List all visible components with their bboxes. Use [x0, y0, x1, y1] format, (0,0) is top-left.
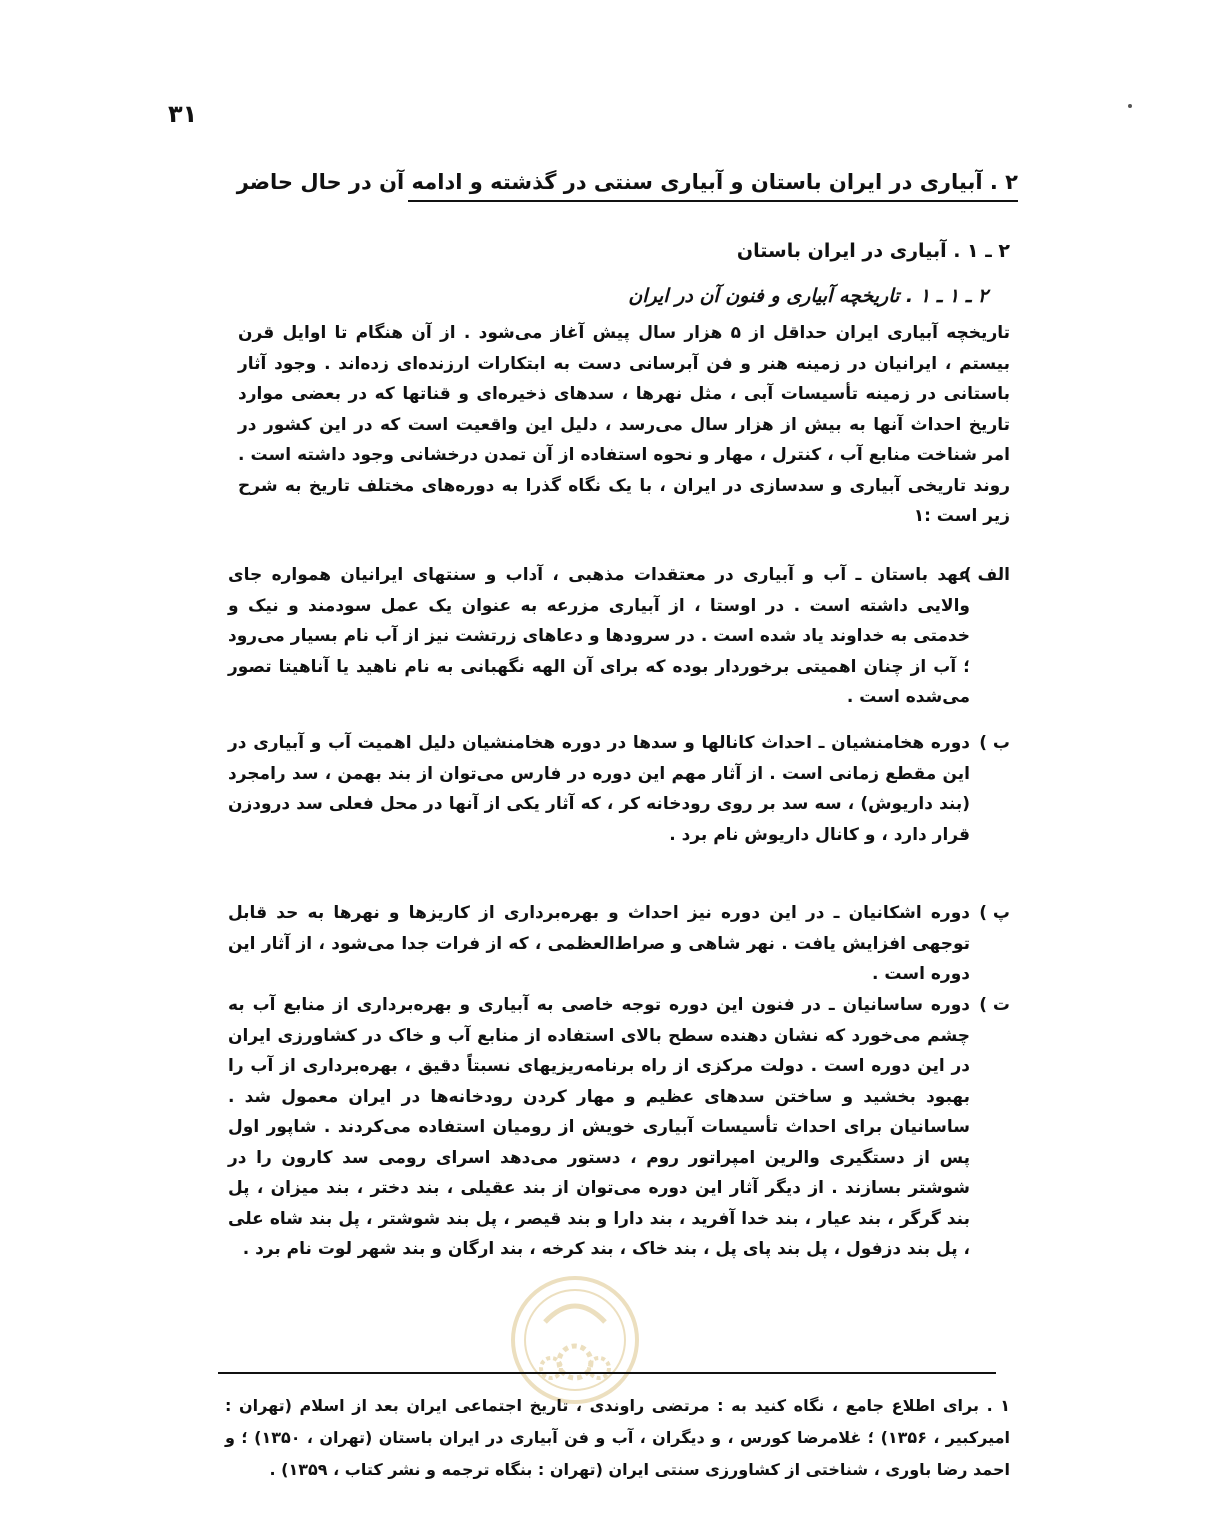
- list-item-be: [228, 728, 1010, 850]
- scan-speck: [1128, 104, 1132, 108]
- list-item-text: دوره اشکانیان ـ در این دوره نیز احداث و بهره‌برداری از کاریزها و نهرها به حد قابل توجهی افزایش یافت . نهر شاهی و صراط‌العظمی ، که از فرات جدا می‌شود ، از آثار این دوره است .: [228, 903, 970, 984]
- list-item-pe: [228, 898, 1010, 990]
- subsection-heading: ۲ ـ ۱ . آبیاری در ایران باستان: [736, 240, 1010, 262]
- footnote: ۱ . برای اطلاع جامع ، نگاه کنید به : مرتضی راوندی ، تاریخ اجتماعی ایران بعد از اسلام (تهران : امیرکبیر ، ۱۳۵۶) ؛ غلامرضا کورس ، و دیگران ، آب و فن آبیاری در ایران باستان (تهران ، ۱۳۵۰) ؛ و احمد رضا باوری ، شناختی از کشاورزی سنتی ایران (تهران : بنگاه ترجمه و نشر کتاب ، ۱۳۵۹) .: [225, 1396, 1011, 1479]
- list-item-te: [228, 990, 1010, 1265]
- list-item-text: عهد باستان ـ آب و آبیاری در معتقدات مذهبی ، آداب و سنتهای ایرانیان همواره جای والایی داشته است . در اوستا ، از آبیاری مزرعه به عنوان یک عمل سودمند و نیک و خدمتی به خداوند یاد شده است . در سرودها و دعاهای زرتشت نیز از آب نام بسیار می‌رود ؛ آب از چنان اهمیتی برخوردار بوده که برای آن الهه نگهبانی به نام ناهید یا آناهیتا تصور می‌شده است .: [228, 565, 970, 707]
- intro-paragraph: تاریخچه آبیاری ایران حداقل از ۵ هزار سال پیش آغاز می‌شود . از آن هنگام تا اوایل قرن بیستم ، ایرانیان در زمینه هنر و فن آبرسانی دست به ابتکارات ارزنده‌ای زده‌اند . وجود آثار باستانی در زمینه تأسیسات آبی ، مثل نهرها ، سدهای ذخیره‌ای و قناتها که در بعضی موارد تاریخ احداث آنها به بیش از هزار سال می‌رسد ، دلیل این واقعیت است که در این کشور در امر شناخت منابع آب ، کنترل ، مهار و نحوه استفاده از آن تمدن درخشانی وجود داشته است . روند تاریخی آبیاری و سدسازی در ایران ، با یک نگاه گذرا به دوره‌های مختلف تاریخ به شرح زیر است :۱: [238, 323, 1010, 526]
- footnote-divider: [218, 1372, 996, 1374]
- watermark-seal-icon: [505, 1270, 645, 1410]
- list-item-text: دوره ساسانیان ـ در فنون این دوره توجه خاصی به آبیاری و بهره‌برداری از منابع آب به چشم می‌خورد که نشان دهنده سطح بالای استفاده از منابع آب و خاک در کشاورزی ایران در این دوره است . دولت مرکزی از راه برنامه‌ریزیهای نسبتاً دقیق ، بهره‌برداری از آب را بهبود بخشید و ساختن سدهای عظیم و مهار کردن رودخانه‌ها در ایران معمول شد . ساسانیان برای احداث تأسیسات آبیاری خویش از رومیان استفاده می‌کردند . شاپور اول پس از دستگیری والرین امپراتور روم ، دستور می‌دهد اسرای رومی سد کارون را در شوشتر بسازند . از دیگر آثار این دوره می‌توان از بند عقیلی ، بند دختر ، بند میزان ، پل بند گرگر ، بند عیار ، بند خدا آفرید ، بند دارا و بند قیصر ، پل بند شوشتر ، پل بند شاه علی ، پل بند دزفول ، پل بند پای پل ، بند خاک ، بند کرخه ، بند ارگان و بند شهر لوت نام برد .: [228, 995, 970, 1259]
- list-item-marker: ت ): [979, 995, 1010, 1015]
- subsubsection-heading: ۲ ـ ۱ ـ ۱ . تاریخچه آبیاری و فنون آن در ایران: [628, 285, 988, 307]
- list-item-text: دوره هخامنشیان ـ احداث کانالها و سدها در دوره هخامنشیان دلیل اهمیت آب و آبیاری در این مقطع زمانی است . از آثار مهم این دوره در فارس می‌توان از بند بهمن ، سد رامجرد (بند داریوش) ، سه سد بر روی رودخانه کر ، که آثار یکی از آنها در محل فعلی سد درودزن قرار دارد ، و کانال داریوش نام برد .: [228, 733, 970, 845]
- list-item-marker: ب ): [979, 733, 1010, 753]
- section-heading: ۲ . آبیاری در ایران باستان و آبیاری سنتی در گذشته و ادامه آن در حال حاضر: [408, 170, 1018, 202]
- list-item-marker: پ ): [979, 903, 1010, 923]
- list-item-marker: الف ): [963, 565, 1010, 585]
- list-item-alef: [228, 560, 1010, 713]
- page-number: ۳۱: [168, 100, 198, 128]
